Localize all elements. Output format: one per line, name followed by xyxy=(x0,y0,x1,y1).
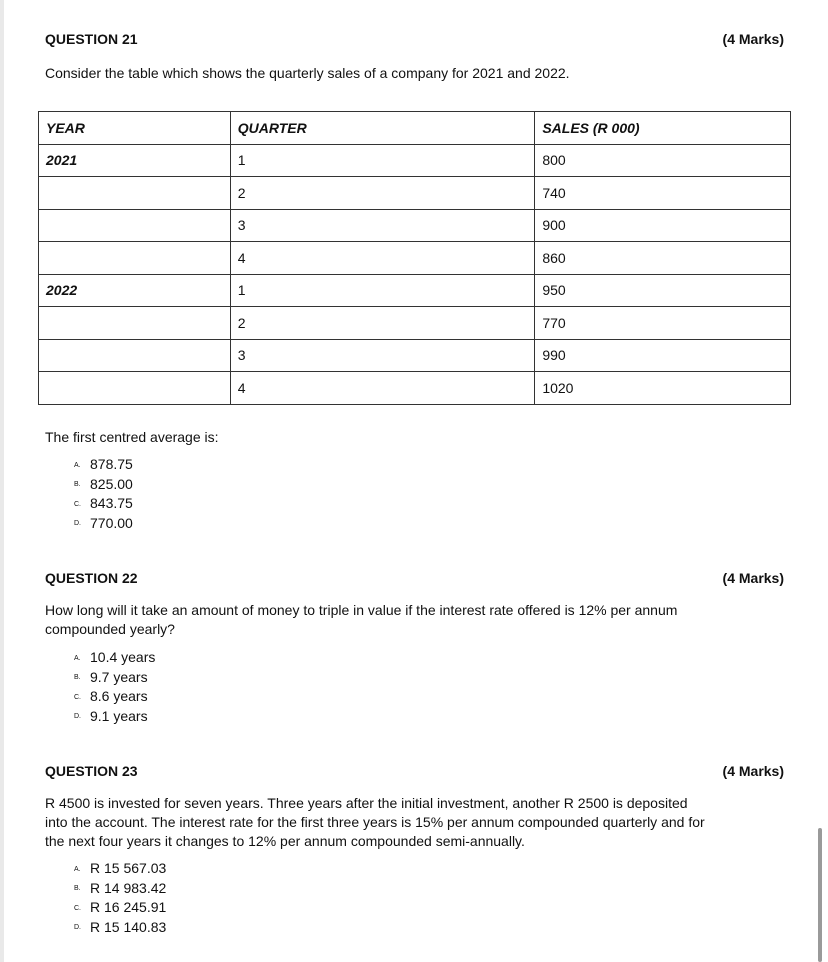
header-quarter: QUARTER xyxy=(230,112,535,145)
option-letter: C. xyxy=(74,904,81,912)
list-item[interactable] xyxy=(74,687,155,707)
q23-options xyxy=(74,859,166,937)
cell-quarter: 2 xyxy=(230,177,535,210)
cell-sales: 860 xyxy=(535,242,791,275)
option-text: R 15 140.83 xyxy=(90,918,167,935)
list-item[interactable] xyxy=(74,898,166,918)
option-text: 770.00 xyxy=(90,514,133,531)
q21-header xyxy=(45,31,784,47)
q21-options xyxy=(74,455,133,533)
option-letter: B. xyxy=(74,481,81,489)
table-row xyxy=(39,307,791,340)
option-letter: A. xyxy=(74,461,81,469)
cell-year xyxy=(39,372,231,405)
option-letter: A. xyxy=(74,654,81,662)
table-header-row xyxy=(39,112,791,145)
cell-year xyxy=(39,307,231,340)
table-row xyxy=(39,144,791,177)
q23-header xyxy=(45,763,784,779)
cell-sales: 990 xyxy=(535,339,791,372)
header-year: YEAR xyxy=(39,112,231,145)
table-row xyxy=(39,242,791,275)
cell-sales: 800 xyxy=(535,144,791,177)
q22-header xyxy=(45,570,784,586)
q23-title: QUESTION 23 xyxy=(45,763,138,779)
option-text: 9.7 years xyxy=(90,668,148,685)
option-text: 878.75 xyxy=(90,456,133,472)
cell-sales: 900 xyxy=(535,209,791,242)
header-sales: SALES (R 000) xyxy=(535,112,791,145)
q21-prompt: The first centred average is: xyxy=(45,429,219,445)
option-text: 825.00 xyxy=(90,475,133,492)
list-item[interactable] xyxy=(74,455,133,475)
q22-options xyxy=(74,648,155,726)
scrollbar-thumb[interactable] xyxy=(818,828,822,962)
q22-title: QUESTION 22 xyxy=(45,570,138,586)
list-item[interactable] xyxy=(74,918,166,938)
list-item[interactable] xyxy=(74,494,133,514)
cell-sales: 950 xyxy=(535,274,791,307)
list-item[interactable] xyxy=(74,514,133,534)
cell-quarter: 4 xyxy=(230,372,535,405)
q23-marks: (4 Marks) xyxy=(722,763,784,779)
cell-year: 2022 xyxy=(39,274,231,307)
option-text: R 15 567.03 xyxy=(90,860,167,876)
cell-year: 2021 xyxy=(39,144,231,177)
option-text: 843.75 xyxy=(90,495,133,511)
option-text: R 16 245.91 xyxy=(90,899,167,915)
q22-text: How long will it take an amount of money to triple in value if the interest rate offered is 12% per annum compounded yearly? xyxy=(45,602,678,637)
option-letter: A. xyxy=(74,865,81,873)
table-row xyxy=(39,339,791,372)
cell-year xyxy=(39,242,231,275)
q22-marks: (4 Marks) xyxy=(722,570,784,586)
option-letter: C. xyxy=(74,693,81,701)
option-text: 9.1 years xyxy=(90,707,148,724)
cell-quarter: 1 xyxy=(230,274,535,307)
list-item[interactable] xyxy=(74,707,155,727)
option-text: R 14 983.42 xyxy=(90,879,167,896)
option-letter: D. xyxy=(74,713,81,721)
option-text: 8.6 years xyxy=(90,688,148,704)
cell-year xyxy=(39,177,231,210)
option-letter: C. xyxy=(74,500,81,508)
cell-year xyxy=(39,339,231,372)
table-row xyxy=(39,372,791,405)
cell-sales: 740 xyxy=(535,177,791,210)
cell-quarter: 3 xyxy=(230,339,535,372)
list-item[interactable] xyxy=(74,668,155,688)
cell-quarter: 1 xyxy=(230,144,535,177)
list-item[interactable] xyxy=(74,475,133,495)
cell-quarter: 4 xyxy=(230,242,535,275)
list-item[interactable] xyxy=(74,879,166,899)
q23-text: R 4500 is invested for seven years. Three years after the initial investment, another R 2500 is deposited into the account. The interest rate for the first three years is 15% per annum compounded quarterly and for the next four years it changes to 12% per annum compounded semi-annually. xyxy=(45,795,705,849)
cell-quarter: 2 xyxy=(230,307,535,340)
option-letter: B. xyxy=(74,674,81,682)
q21-marks: (4 Marks) xyxy=(722,31,784,47)
cell-quarter: 3 xyxy=(230,209,535,242)
cell-sales: 770 xyxy=(535,307,791,340)
list-item[interactable] xyxy=(74,648,155,668)
option-letter: B. xyxy=(74,885,81,893)
option-letter: D. xyxy=(74,520,81,528)
table-row xyxy=(39,274,791,307)
list-item[interactable] xyxy=(74,859,166,879)
q21-title: QUESTION 21 xyxy=(45,31,138,47)
option-letter: D. xyxy=(74,924,81,932)
table-row xyxy=(39,177,791,210)
page-left-edge xyxy=(0,0,4,962)
sales-table xyxy=(38,111,791,405)
cell-year xyxy=(39,209,231,242)
q21-text: Consider the table which shows the quarterly sales of a company for 2021 and 2022. xyxy=(45,65,570,81)
cell-sales: 1020 xyxy=(535,372,791,405)
table-row xyxy=(39,209,791,242)
option-text: 10.4 years xyxy=(90,649,156,665)
